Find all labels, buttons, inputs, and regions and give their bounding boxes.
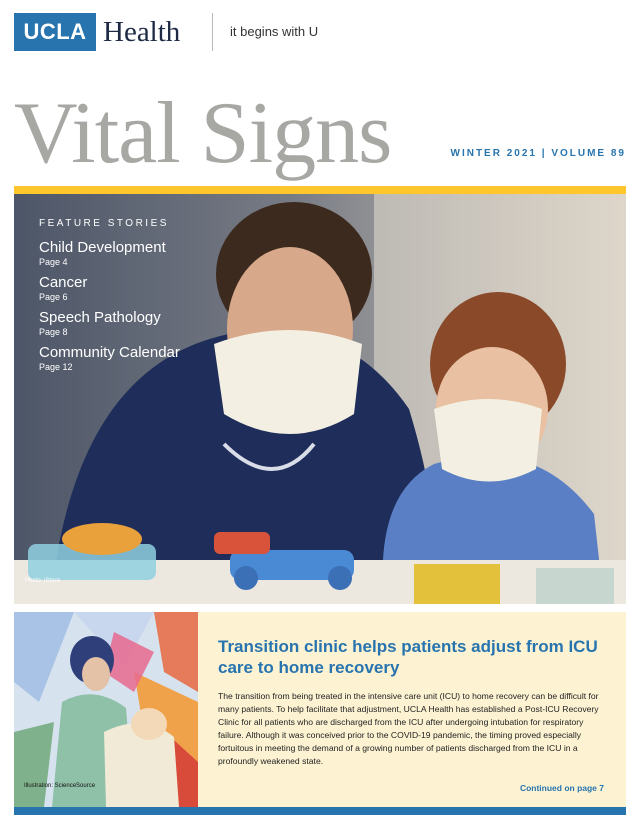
header-divider (212, 13, 213, 51)
illustration-art (14, 612, 198, 807)
blue-footer-bar (14, 807, 626, 815)
article (14, 612, 626, 807)
illustration-credit: Illustration: ScienceSource (24, 783, 96, 789)
features-heading: FEATURE STORIES (39, 218, 169, 229)
photo-credit: Photo: iStock (25, 578, 61, 584)
feature-item[interactable] (39, 344, 180, 373)
hero-photo (14, 194, 626, 604)
feature-page: Page 6 (39, 292, 68, 302)
article-illustration (14, 612, 198, 807)
issue-info: WINTER 2021 | VOLUME 89 (450, 148, 626, 159)
article-title[interactable]: Transition clinic helps patients adjust from ICU care to home recovery (218, 637, 598, 677)
health-wordmark: Health (103, 16, 181, 48)
continued-link[interactable]: Continued on page 7 (519, 783, 604, 793)
article-body: The transition from being treated in the intensive care unit (ICU) to home recovery can be difficult for many patients. To help facilitate that adjustment, UCLA Health has established a Post-ICU Recovery Clinic for all patients who are discharged from the ICU after undergoing intubation for respiratory failure. Although it was conceived prior to the COVID-19 pandemic, the timing proved especially fortuitous in meeting the demand of a growing number of patients discharged from the ICU in a profoundly weakened state. (218, 691, 599, 767)
ucla-logo: UCLA (14, 13, 96, 51)
feature-title: Community Calendar (39, 344, 180, 361)
feature-page: Page 8 (39, 327, 68, 337)
feature-item[interactable] (39, 239, 180, 268)
tagline: it begins with U (230, 24, 319, 39)
feature-title: Speech Pathology (39, 309, 161, 326)
feature-page: Page 4 (39, 257, 68, 267)
masthead-title: Vital Signs (14, 85, 392, 182)
feature-item[interactable] (39, 274, 180, 303)
header (0, 0, 640, 70)
feature-title: Child Development (39, 239, 166, 256)
feature-title: Cancer (39, 274, 88, 291)
feature-page: Page 12 (39, 362, 73, 372)
feature-stories (39, 218, 180, 379)
gold-divider (14, 186, 626, 194)
feature-item[interactable] (39, 309, 180, 338)
